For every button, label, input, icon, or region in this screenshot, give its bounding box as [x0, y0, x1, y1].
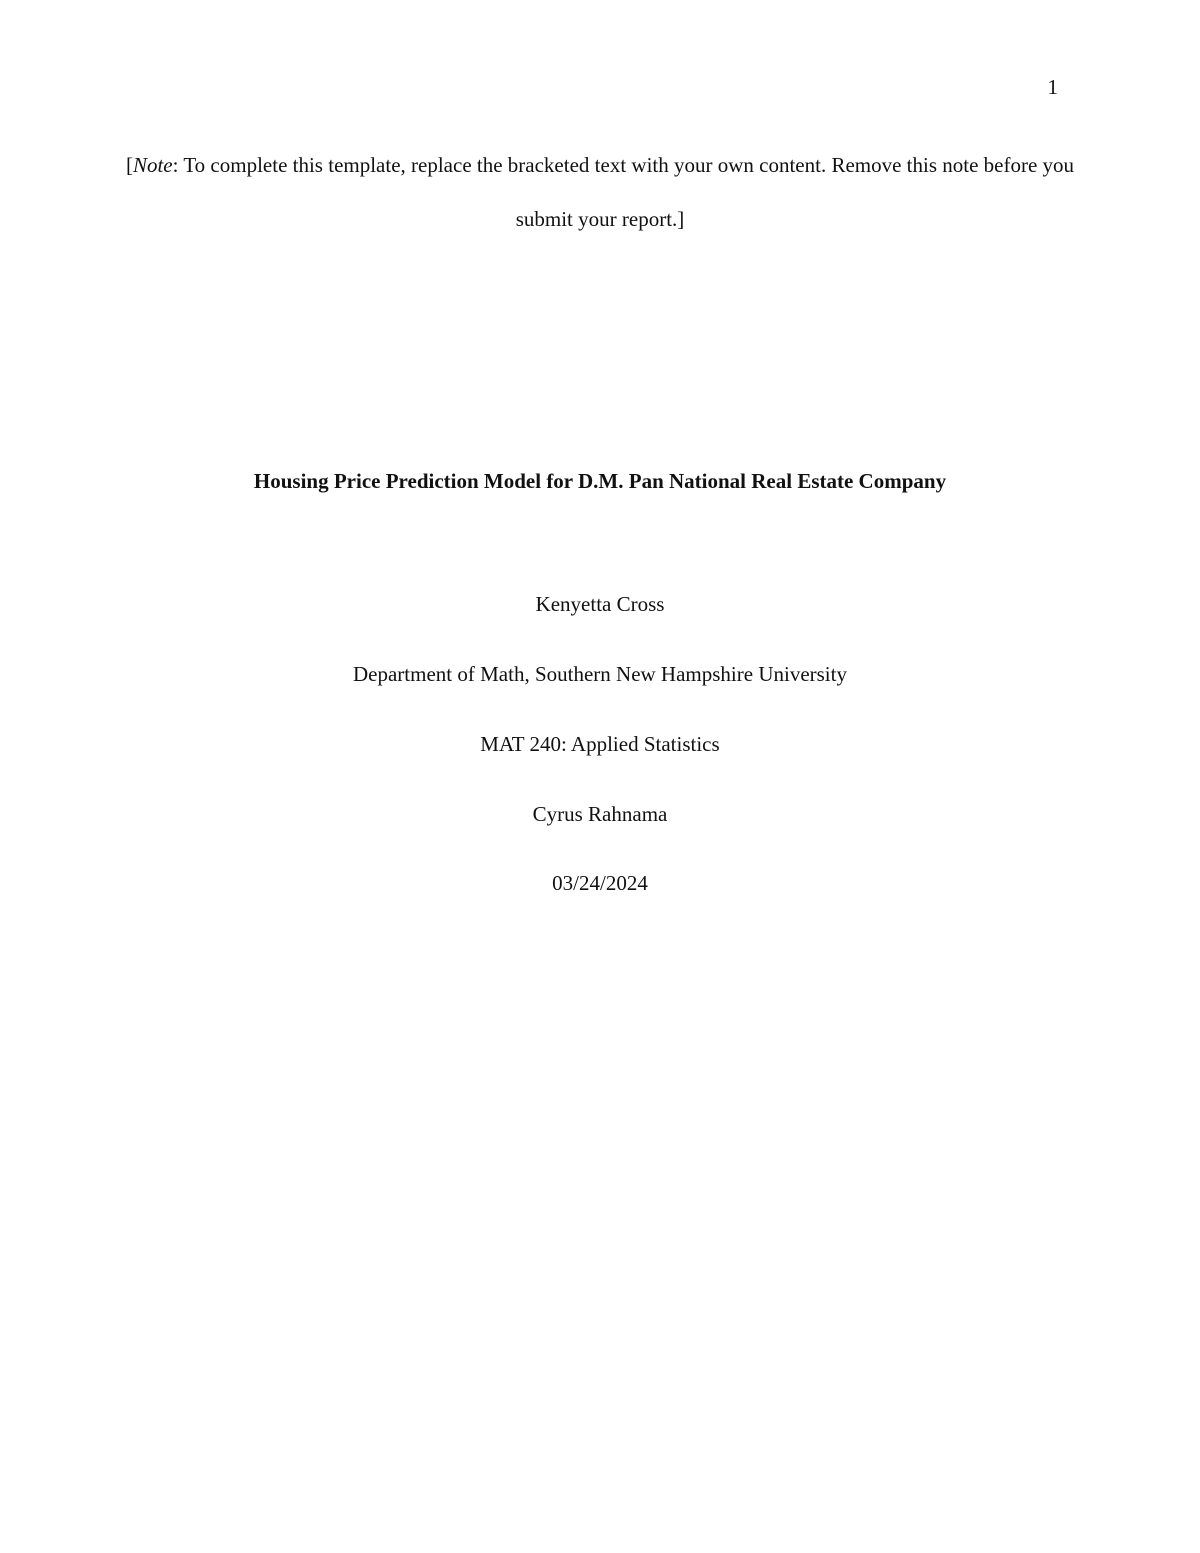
- report-title: Housing Price Prediction Model for D.M. Pan National Real Estate Company: [253, 469, 947, 493]
- instructor-name: Cyrus Rahnama: [532, 802, 668, 826]
- page-number: 1: [1047, 75, 1058, 99]
- template-note: [120, 138, 1080, 246]
- note-label: Note: [132, 153, 173, 177]
- course-name: MAT 240: Applied Statistics: [480, 732, 720, 756]
- author-name: Kenyetta Cross: [535, 592, 665, 616]
- department-affiliation: Department of Math, Southern New Hampshire University: [353, 662, 847, 686]
- note-text: : To complete this template, replace the bracketed text with your own content. Remove this note before you submit your report.]: [172, 153, 1075, 231]
- note-open-bracket: [: [125, 153, 133, 177]
- report-date: 03/24/2024: [552, 871, 648, 895]
